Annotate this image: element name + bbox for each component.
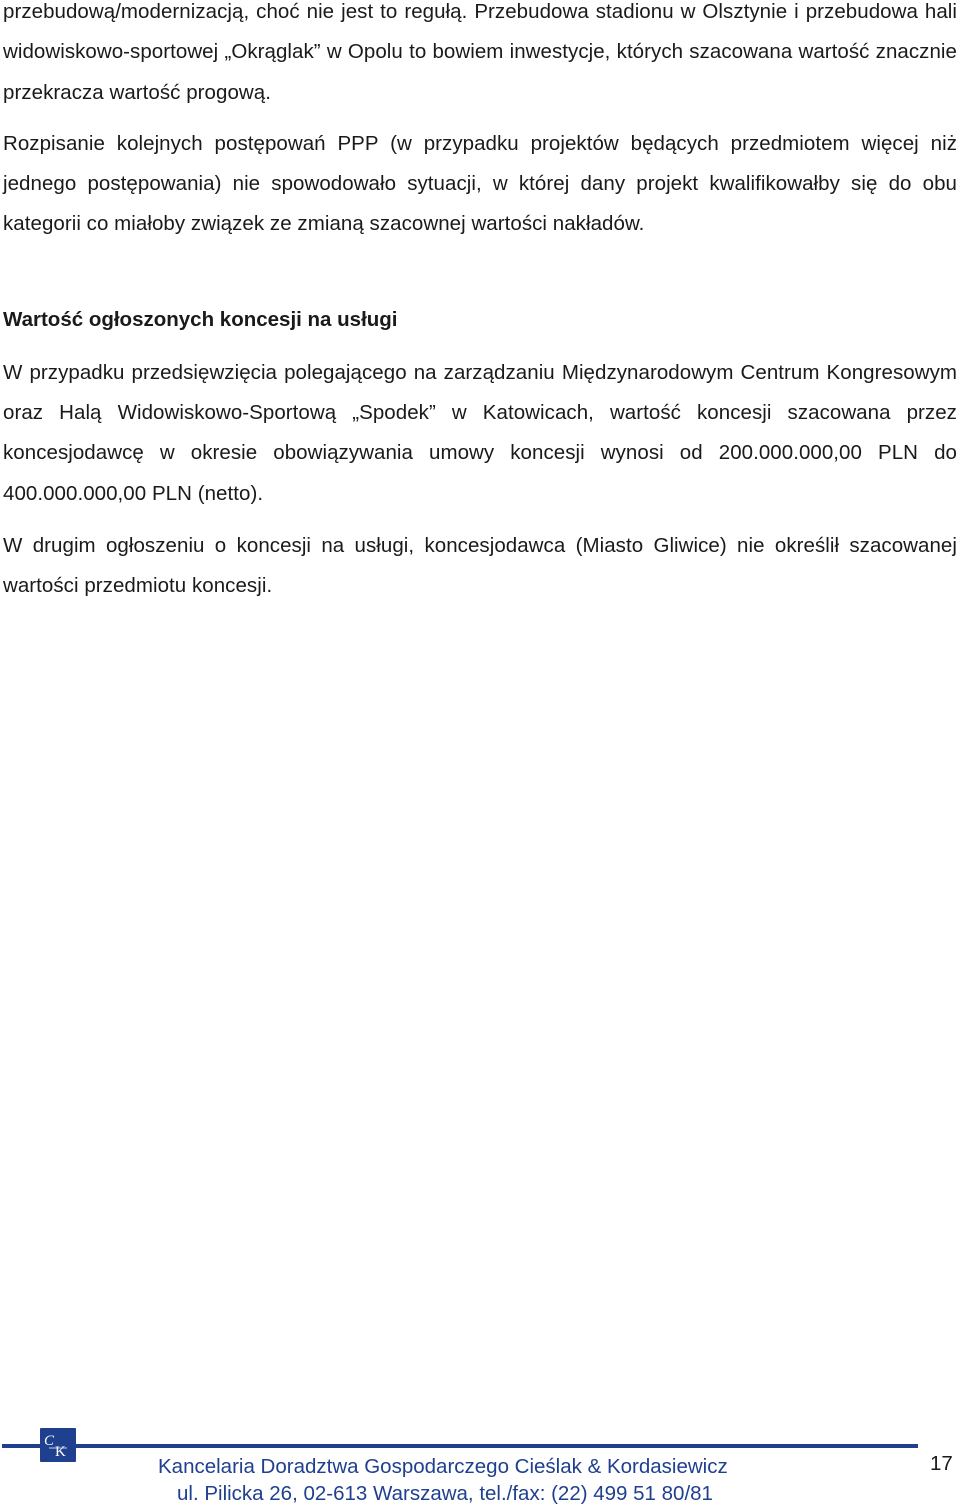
footer-rule-left: [2, 1444, 40, 1448]
paragraph: Rozpisanie kolejnych postępowań PPP (w przypadku projektów będących przedmiotem więcej niż jednego postępowania) nie spowodowało sytuacji, w której dany projekt kwalifikowałby się do obu kategorii co miałoby związek ze zmianą szacownej wartości nakładów.: [3, 131, 957, 236]
paragraph: W drugim ogłoszeniu o koncesji na usługi, koncesjodawca (Miasto Gliwice) nie określił szacowanej wartości przedmiotu koncesji.: [3, 533, 957, 598]
footer-rule-right: [76, 1444, 918, 1448]
footer-company-name: Kancelaria Doradztwa Gospodarczego Cieślak & Kordasiewicz: [158, 1455, 728, 1478]
svg-text:C: C: [44, 1433, 55, 1449]
svg-text:K: K: [55, 1444, 66, 1460]
page-footer: [0, 1420, 960, 1511]
section-heading: Wartość ogłoszonych koncesji na usługi: [3, 307, 398, 331]
paragraph: przebudową/modernizacją, choć nie jest to regułą. Przebudowa stadionu w Olsztynie i przebudowa hali widowiskowo-sportowej „Okrąglak” w Opolu to bowiem inwestycje, których szacowana wartość znacznie przekracza wartość progową.: [3, 0, 957, 104]
paragraph: W przypadku przedsięwzięcia polegającego na zarządzaniu Międzynarodowym Centrum Kongresowym oraz Halą Widowiskowo-Sportową „Spodek” w Katowicach, wartość koncesji szacowana przez koncesjodawcę w okresie obowiązywania umowy koncesji wynosi od 200.000.000,00 PLN do 400.000.000,00 PLN (netto).: [3, 360, 957, 505]
footer-address: ul. Pilicka 26, 02-613 Warszawa, tel./fax: (22) 499 51 80/81: [177, 1482, 713, 1505]
company-logo: [40, 1428, 76, 1462]
document-body: [3, 0, 957, 607]
page-number: 17: [930, 1452, 953, 1475]
logo-icon: [40, 1428, 76, 1462]
